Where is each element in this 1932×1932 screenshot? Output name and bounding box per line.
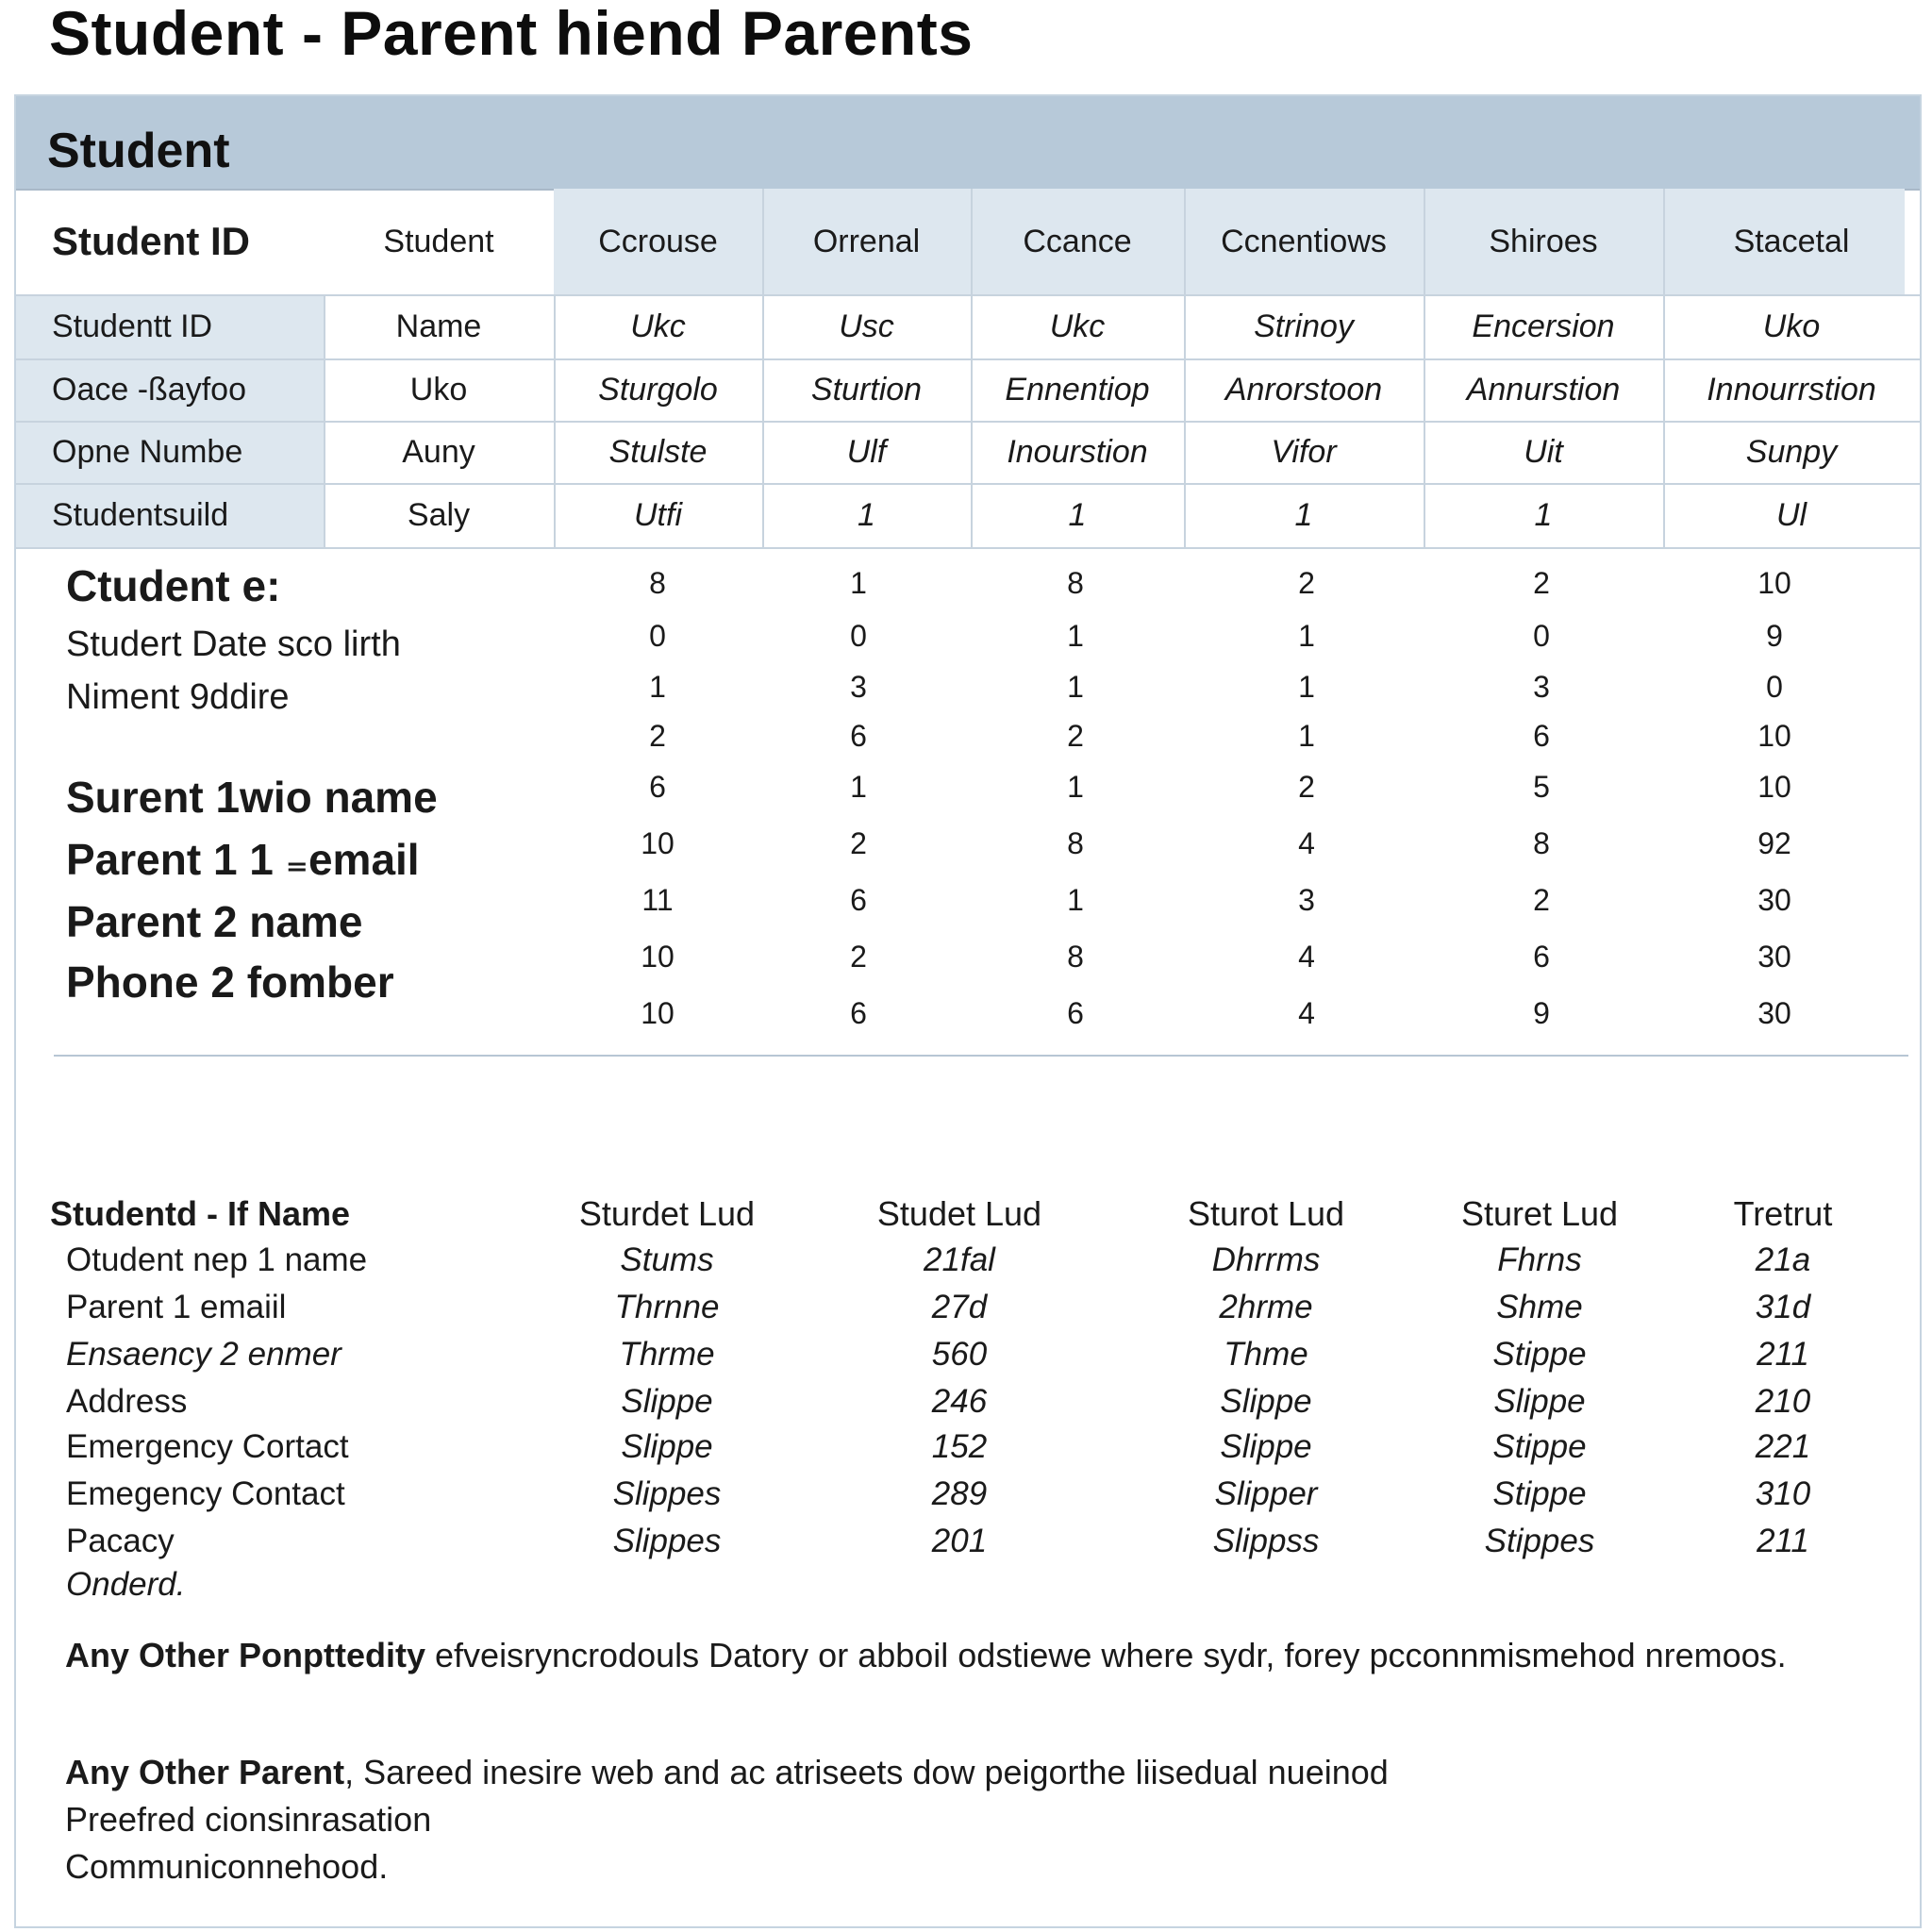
note-1-body: efveisryncrodouls Datory or abboil odstiewe where sydr, forey pcconnmismehod nremoos. (425, 1636, 1787, 1674)
column-header: Orrenal (812, 223, 921, 259)
table-cell: Anrorstoon (1224, 371, 1383, 408)
contact-value: 310 (1755, 1475, 1811, 1512)
contact-row-label: Otudent nep 1 name (66, 1241, 368, 1278)
trailing-label: Onderd. (66, 1566, 186, 1603)
row-label: Studentt ID (52, 308, 213, 344)
row-rule (16, 547, 1920, 549)
contact-value: 201 (931, 1523, 988, 1559)
table-cell: Encersion (1472, 308, 1615, 344)
detail-value: 2 (1298, 566, 1315, 600)
detail-value: 0 (1533, 619, 1550, 653)
contact-row-label: Pacacy (66, 1523, 175, 1559)
detail-value: 4 (1298, 826, 1315, 860)
detail-value: 92 (1757, 826, 1791, 860)
contact-value: Slippss (1212, 1523, 1320, 1559)
contact-value: Stippes (1484, 1523, 1595, 1559)
contact-column-header: Tretrut (1733, 1194, 1833, 1233)
note-2-line-3: Communiconnehood. (65, 1847, 389, 1886)
contact-value: 2hrme (1219, 1289, 1313, 1325)
section-divider (54, 1055, 1908, 1057)
contact-value: 560 (931, 1336, 988, 1373)
table-cell: Ul (1775, 496, 1807, 533)
contact-value: 31d (1755, 1289, 1811, 1325)
detail-value: 10 (641, 826, 675, 860)
contact-value: Stippe (1492, 1428, 1587, 1465)
detail-value: 10 (1757, 719, 1791, 753)
table-cell: 1 (1534, 496, 1553, 533)
table-cell: Ulf (846, 433, 887, 470)
contact-row-label: Address (66, 1383, 188, 1420)
detail-value: 6 (1533, 940, 1550, 974)
table-cell: Usc (839, 308, 894, 344)
table-cell: Ennentiop (1005, 371, 1150, 408)
table-cell: Sturgolo (598, 371, 718, 408)
contact-row-label: Emergency Cortact (66, 1428, 349, 1465)
detail-value: 1 (649, 670, 666, 704)
table-cell: Name (395, 308, 482, 344)
detail-value: 3 (850, 670, 867, 704)
table-cell: 1 (858, 496, 875, 533)
table-cell: Uko (1762, 308, 1821, 344)
contact-column-header: Sturot Lud (1187, 1194, 1345, 1233)
contact-value: 211 (1757, 1336, 1809, 1373)
detail-value: 9 (1766, 619, 1783, 653)
detail-value: 10 (641, 996, 675, 1030)
detail-value: 6 (850, 719, 867, 753)
detail-value: 5 (1533, 770, 1550, 804)
table-cell: Inourstion (1007, 433, 1148, 470)
detail-value: 1 (1067, 770, 1084, 804)
detail-value: 0 (1766, 670, 1783, 704)
table-cell: Strinoy (1254, 308, 1354, 344)
contact-value: Slippes (612, 1523, 722, 1559)
detail-value: 3 (1298, 883, 1315, 917)
page-title: Student - Parent hiend Parents (49, 0, 974, 68)
contact-column-header: Studentd - If Name (50, 1194, 351, 1233)
table-cell: 1 (1294, 496, 1313, 533)
contact-column-header: Sturdet Lud (578, 1194, 756, 1233)
detail-value: 1 (1298, 619, 1315, 653)
contact-value: Slippe (1220, 1428, 1312, 1465)
table-cell: Uko (409, 371, 468, 408)
detail-value: 3 (1533, 670, 1550, 704)
detail-value: 8 (1533, 826, 1550, 860)
contact-value: Fhrns (1497, 1241, 1582, 1278)
column-header: Stacetal (1733, 223, 1850, 259)
contact-value: 221 (1755, 1428, 1811, 1465)
column-header: Shiroes (1489, 223, 1598, 259)
detail-value: 2 (1533, 566, 1550, 600)
table-cell: Annurstion (1466, 371, 1621, 408)
table-cell: Auny (402, 433, 475, 470)
table-cell: Stulste (608, 433, 708, 470)
detail-value: 1 (1067, 670, 1084, 704)
detail-value: 4 (1298, 996, 1315, 1030)
detail-value: 6 (1067, 996, 1084, 1030)
contact-column-header: Studet Lud (876, 1194, 1042, 1233)
detail-value: 6 (649, 770, 666, 804)
detail-value: 8 (1067, 940, 1084, 974)
contact-value: Stippe (1492, 1336, 1587, 1373)
detail-value: 8 (649, 566, 666, 600)
row-label: Studentsuild (52, 496, 229, 533)
contact-value: Slippe (621, 1428, 713, 1465)
column-header: Ccrouse (598, 223, 718, 259)
detail-value: 2 (850, 826, 867, 860)
note-any-other-ponpttedity (65, 1632, 1914, 1679)
note-1-lead: Any Other Ponpttedity (65, 1636, 426, 1674)
table-cell: Saly (407, 496, 471, 533)
contact-value: Slippe (1220, 1383, 1312, 1420)
contact-value: 246 (931, 1383, 988, 1420)
row-label: Oace -ßayfoo (52, 371, 246, 408)
table-cell: Uit (1524, 433, 1563, 470)
contact-row-label: Emegency Contact (66, 1475, 345, 1512)
section-title: Student (47, 124, 230, 178)
detail-value: 2 (1067, 719, 1084, 753)
detail-value: 8 (1067, 566, 1084, 600)
section-header (16, 96, 1920, 191)
contact-value: Slipper (1214, 1475, 1318, 1512)
detail-value: 0 (850, 619, 867, 653)
column-header-student-id: Student ID (52, 219, 250, 263)
contact-value: Stippe (1492, 1475, 1587, 1512)
detail-value: 10 (1757, 770, 1791, 804)
detail-value: 4 (1298, 940, 1315, 974)
contact-value: Thme (1224, 1336, 1308, 1373)
detail-value: 6 (1533, 719, 1550, 753)
table-cell: Utfi (634, 496, 682, 533)
contact-row-label: Ensaency 2 enmer (66, 1336, 341, 1373)
table-cell: Ukc (1049, 308, 1106, 344)
table-cell: 1 (1068, 496, 1087, 533)
contact-value: Slippes (612, 1475, 722, 1512)
contact-value: 21fal (924, 1241, 995, 1278)
table-cell: Innourrstion (1707, 371, 1876, 408)
table-cell: Sturtion (810, 371, 923, 408)
contact-value: Thrme (619, 1336, 715, 1373)
contact-row-label: Parent 1 emaiil (66, 1289, 287, 1325)
detail-value: 1 (1298, 719, 1315, 753)
contact-value: Slippe (621, 1383, 713, 1420)
note-2-lead: Any Other Parent (65, 1753, 345, 1791)
column-header: Ccance (1023, 223, 1132, 259)
detail-value: 10 (1757, 566, 1791, 600)
contact-value: Shme (1496, 1289, 1583, 1325)
contact-value: 152 (931, 1428, 988, 1465)
detail-label: Parent 1 1 ₌email (66, 835, 420, 884)
student-panel (14, 94, 1922, 1928)
detail-value: 30 (1757, 996, 1791, 1030)
detail-label: Studert Date sco lirth (66, 625, 401, 664)
detail-value: 2 (649, 719, 666, 753)
detail-value: 8 (1067, 826, 1084, 860)
contact-value: 210 (1755, 1383, 1811, 1420)
note-any-other-parent (65, 1749, 1914, 1890)
detail-value: 6 (850, 996, 867, 1030)
contact-value: Stums (620, 1241, 714, 1278)
detail-value: 2 (1533, 883, 1550, 917)
detail-value: 1 (850, 566, 867, 600)
contact-value: Slippe (1493, 1383, 1586, 1420)
contact-value: Thrnne (614, 1289, 720, 1325)
detail-value: 1 (1067, 619, 1084, 653)
table-cell: Ukc (630, 308, 686, 344)
detail-value: 1 (850, 770, 867, 804)
contact-value: 27d (931, 1289, 988, 1325)
detail-value: 0 (649, 619, 666, 653)
detail-label: Niment 9ddire (66, 677, 290, 717)
detail-value: 6 (850, 883, 867, 917)
detail-value: 2 (1298, 770, 1315, 804)
detail-value: 30 (1757, 883, 1791, 917)
detail-value: 10 (641, 940, 675, 974)
contact-column-header: Sturet Lud (1460, 1194, 1619, 1233)
detail-label: Ctudent e: (66, 561, 281, 610)
detail-value: 11 (641, 883, 674, 917)
note-2-line-2: Preefred cionsinrasation (65, 1800, 432, 1839)
contact-value: 289 (931, 1475, 988, 1512)
column-header: Ccnentiows (1221, 223, 1387, 259)
detail-value: 1 (1067, 883, 1084, 917)
detail-value: 30 (1757, 940, 1791, 974)
detail-value: 1 (1298, 670, 1315, 704)
detail-label: Surent 1wio name (66, 773, 438, 822)
contact-value: Dhrrms (1211, 1241, 1321, 1278)
contact-value: 211 (1757, 1523, 1809, 1559)
row-label: Opne Numbe (52, 433, 243, 470)
detail-value: 2 (850, 940, 867, 974)
detail-label: Parent 2 name (66, 897, 363, 946)
table-cell: Sunpy (1745, 433, 1838, 470)
column-header: Student (383, 223, 494, 259)
contact-value: 21a (1755, 1241, 1811, 1278)
table-cell: Vifor (1271, 433, 1337, 470)
detail-label: Phone 2 fomber (66, 958, 394, 1007)
detail-value: 9 (1533, 996, 1550, 1030)
note-2-body: , Sareed inesire web and ac atriseets dow peigorthe liisedual nueinod (344, 1753, 1389, 1791)
